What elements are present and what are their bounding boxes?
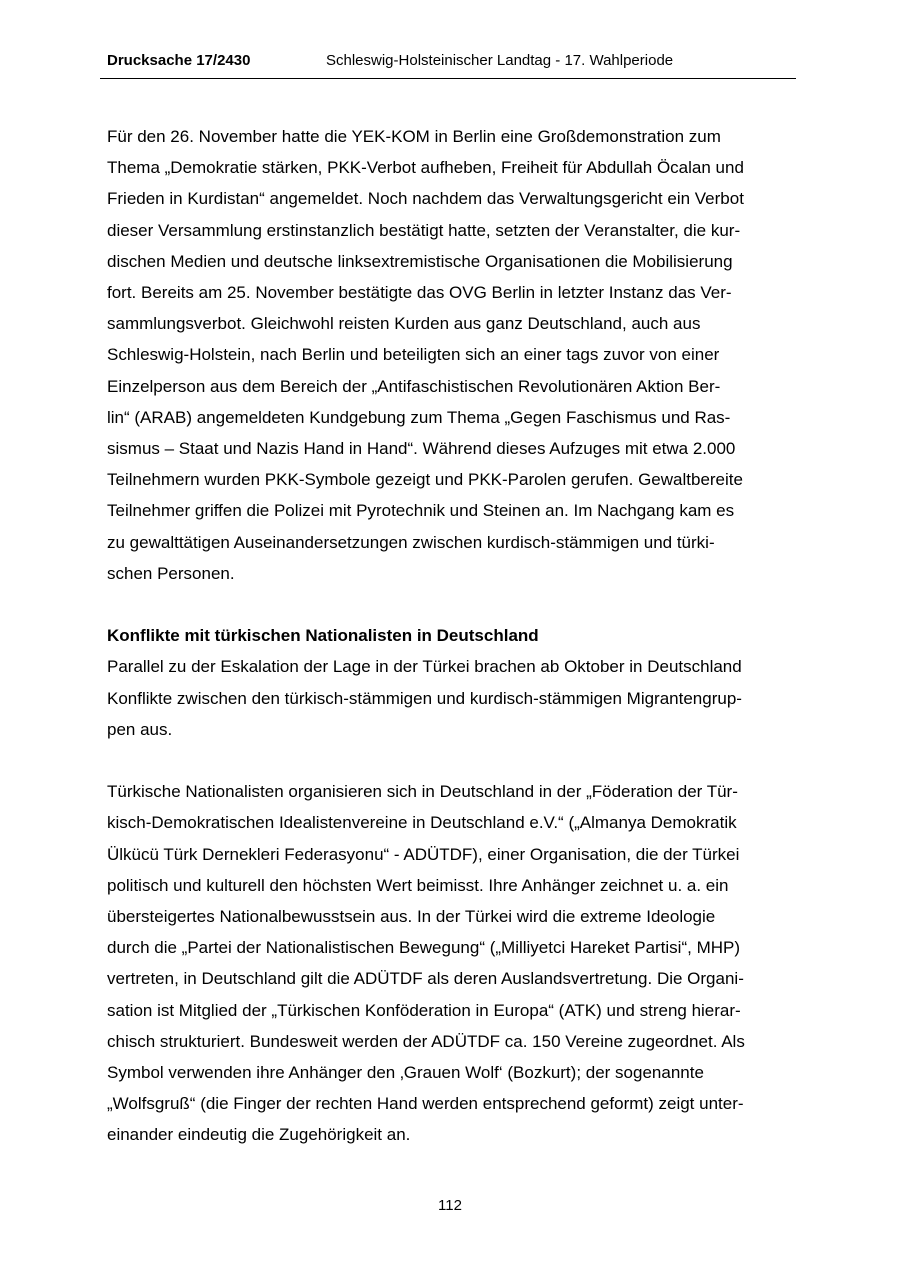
text-line: Teilnehmern wurden PKK-Symbole gezeigt und PKK-Parolen gerufen. Gewaltbereite (107, 470, 743, 490)
section-heading: Konflikte mit türkischen Nationalisten in Deutschland (107, 626, 539, 646)
text-line: dischen Medien und deutsche linksextremistische Organisationen die Mobilisierung (107, 251, 733, 271)
document-number: Drucksache 17/2430 (107, 52, 251, 69)
text-line: Für den 26. November hatte die YEK-KOM in Berlin eine Großdemonstration zum (107, 127, 721, 146)
section-2 (107, 620, 792, 745)
text-line: Konflikte zwischen den türkisch-stämmigen und kurdisch-stämmigen Migrantengrup- (107, 688, 742, 708)
text-line: übersteigertes Nationalbewusstsein aus. In der Türkei wird die extreme Ideologie (107, 907, 716, 927)
text-line: Einzelperson aus dem Bereich der „Antifaschistischen Revolutionären Aktion Ber- (107, 376, 721, 396)
text-line: pen aus. (107, 719, 173, 739)
text-line: „Wolfsgruß“ (die Finger der rechten Hand werden entsprechend geformt) zeigt unter- (107, 1094, 744, 1114)
text-line: Symbol verwenden ihre Anhänger den ‚Grauen Wolf‘ (Bozkurt); der sogenannte (107, 1063, 704, 1083)
header-title: Schleswig-Holsteinischer Landtag - 17. Wahlperiode (326, 52, 674, 69)
paragraph-gap (107, 745, 792, 776)
page-number: 112 (438, 1197, 462, 1214)
paragraph-3 (107, 776, 792, 1150)
text-line: Parallel zu der Eskalation der Lage in der Türkei brachen ab Oktober in Deutschland (107, 657, 742, 677)
text-line: sation ist Mitglied der „Türkischen Konföderation in Europa“ (ATK) und streng hierar- (107, 1000, 741, 1020)
text-line: sismus – Staat und Nazis Hand in Hand“. Während dieses Aufzuges mit etwa 2.000 (107, 439, 736, 459)
text-line: sammlungsverbot. Gleichwohl reisten Kurden aus ganz Deutschland, auch aus (107, 314, 701, 334)
text-line: Teilnehmer griffen die Polizei mit Pyrotechnik und Steinen an. Im Nachgang kam es (107, 501, 735, 521)
body-text (107, 121, 792, 1151)
text-line: schen Personen. (107, 563, 235, 583)
page-header (100, 50, 796, 79)
text-line: zu gewalttätigen Auseinandersetzungen zwischen kurdisch-stämmigen und türki- (107, 532, 715, 552)
text-line: Thema „Demokratie stärken, PKK-Verbot aufheben, Freiheit für Abdullah Öcalan und (107, 158, 744, 178)
text-line: politisch und kulturell den höchsten Wert beimisst. Ihre Anhänger zeichnet u. a. ein (107, 875, 729, 895)
text-line: Schleswig-Holstein, nach Berlin und beteiligten sich an einer tags zuvor von einer (107, 345, 720, 365)
text-line: chisch strukturiert. Bundesweit werden der ADÜTDF ca. 150 Vereine zugeordnet. Als (107, 1031, 745, 1051)
text-line: Ülkücü Türk Dernekleri Federasyonu“ - ADÜTDF), einer Organisation, die der Türkei (107, 844, 740, 864)
text-line: Frieden in Kurdistan“ angemeldet. Noch nachdem das Verwaltungsgericht ein Verbot (107, 189, 744, 209)
text-line: kisch-Demokratischen Idealistenvereine in Deutschland e.V.“ („Almanya Demokratik (107, 813, 737, 833)
text-line: dieser Versammlung erstinstanzlich bestätigt hatte, setzten der Veranstalter, die kur- (107, 220, 741, 240)
paragraph-1 (107, 121, 792, 589)
text-line: einander eindeutig die Zugehörigkeit an. (107, 1125, 411, 1145)
text-line: durch die „Partei der Nationalistischen Bewegung“ („Milliyetci Hareket Partisi“, MHP) (107, 938, 741, 958)
paragraph-gap (107, 589, 792, 620)
text-line: vertreten, in Deutschland gilt die ADÜTDF als deren Auslandsvertretung. Die Organi- (107, 969, 744, 989)
text-line: Türkische Nationalisten organisieren sich in Deutschland in der „Föderation der Tür- (107, 782, 738, 802)
text-line: fort. Bereits am 25. November bestätigte das OVG Berlin in letzter Instanz das Ver- (107, 283, 732, 303)
text-line: lin“ (ARAB) angemeldeten Kundgebung zum Thema „Gegen Faschismus und Ras- (107, 407, 731, 427)
